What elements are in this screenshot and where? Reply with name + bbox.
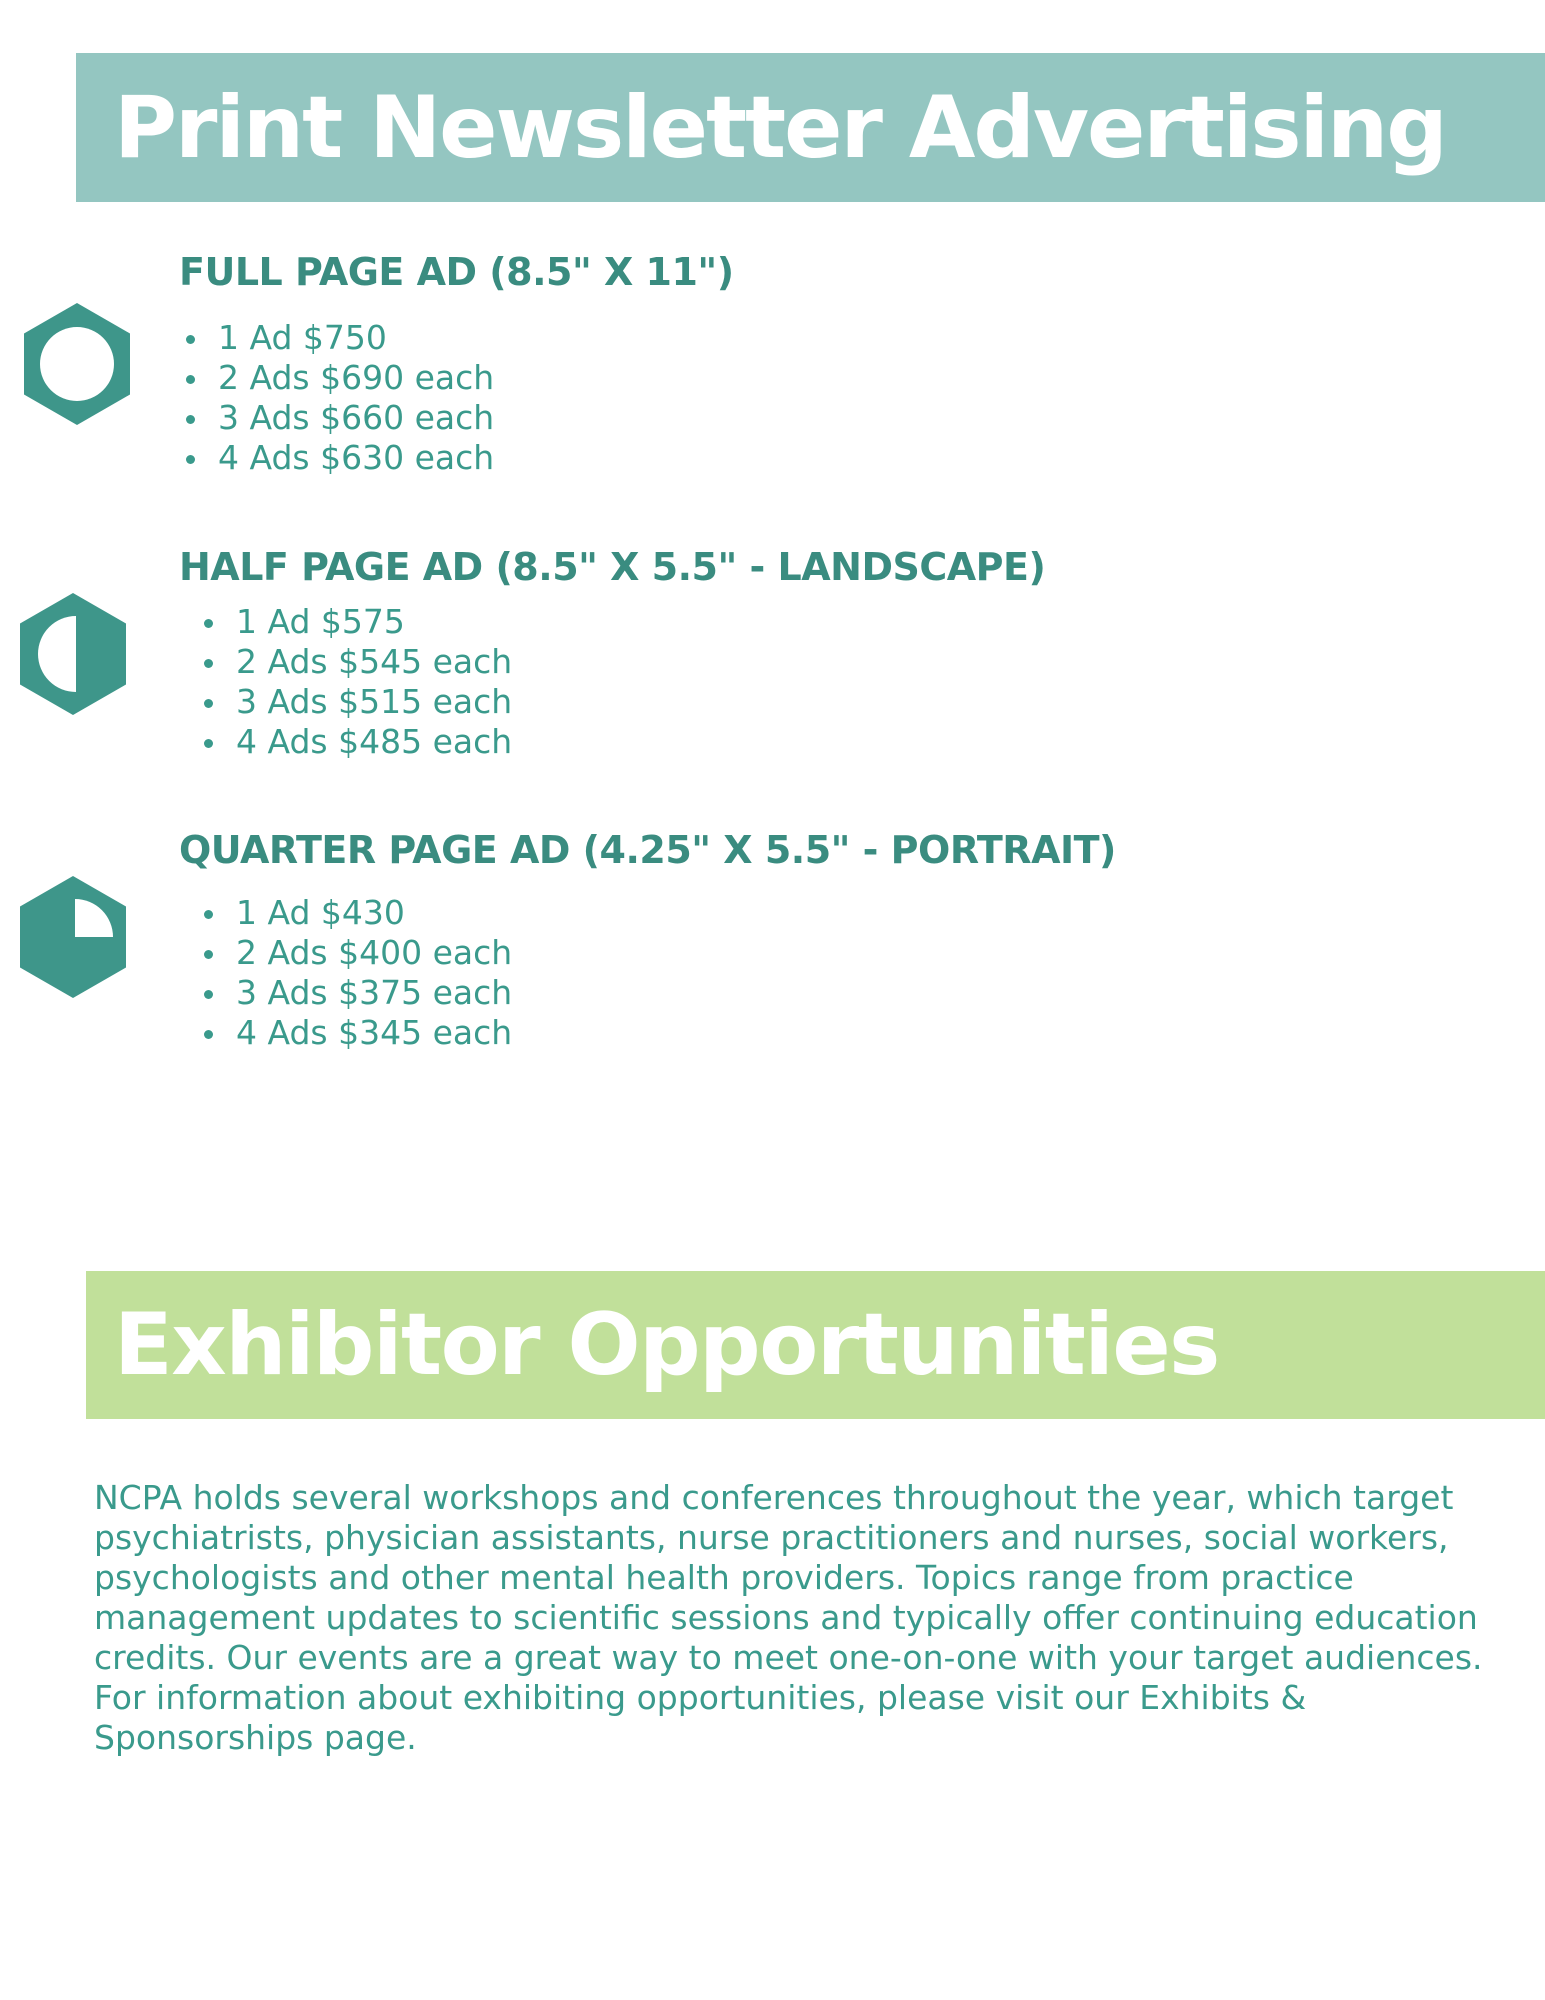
list-item: 2 Ads $400 each [198, 933, 512, 973]
list-item: 4 Ads $630 each [180, 438, 494, 478]
hexagon-outline-icon [24, 303, 130, 425]
exhibitor-opportunities-banner [86, 1271, 1545, 1419]
hexagon-half-icon [20, 593, 126, 715]
print-advertising-banner [76, 53, 1545, 202]
list-item: 3 Ads $660 each [180, 398, 494, 438]
list-item: 3 Ads $375 each [198, 973, 512, 1013]
list-item: 3 Ads $515 each [198, 682, 512, 722]
full-page-ad-heading: FULL PAGE AD (8.5" X 11") [179, 250, 734, 294]
quarter-page-ad-heading: QUARTER PAGE AD (4.25" X 5.5" - PORTRAIT) [179, 828, 1116, 872]
list-item: 1 Ad $430 [198, 893, 512, 933]
exhibitor-description: NCPA holds several workshops and conferences throughout the year, which target psychiatrists, physician assistants, nurse practitioners and nurses, social workers, psychologists and other mental health providers. Topics range from practice management updates to scientific sessions and typically offer continuing education credits. Our events are a great way to meet one-on-one with your target audiences. For information about exhibiting opportunities, please visit our Exhibits & Sponsorships page. [94, 1478, 1483, 1757]
exhibitor-opportunities-title: Exhibitor Opportunities [114, 1295, 1219, 1395]
half-page-ad-heading: HALF PAGE AD (8.5" X 5.5" - LANDSCAPE) [179, 545, 1046, 589]
hexagon-quarter-icon [20, 876, 126, 998]
list-item: 1 Ad $575 [198, 602, 512, 642]
quarter-page-ad-price-list [198, 893, 512, 1053]
print-advertising-title: Print Newsletter Advertising [114, 77, 1446, 178]
list-item: 2 Ads $545 each [198, 642, 512, 682]
list-item: 4 Ads $485 each [198, 722, 512, 762]
half-page-ad-price-list [198, 602, 512, 762]
full-page-ad-price-list [180, 318, 494, 478]
list-item: 2 Ads $690 each [180, 358, 494, 398]
list-item: 4 Ads $345 each [198, 1013, 512, 1053]
list-item: 1 Ad $750 [180, 318, 494, 358]
